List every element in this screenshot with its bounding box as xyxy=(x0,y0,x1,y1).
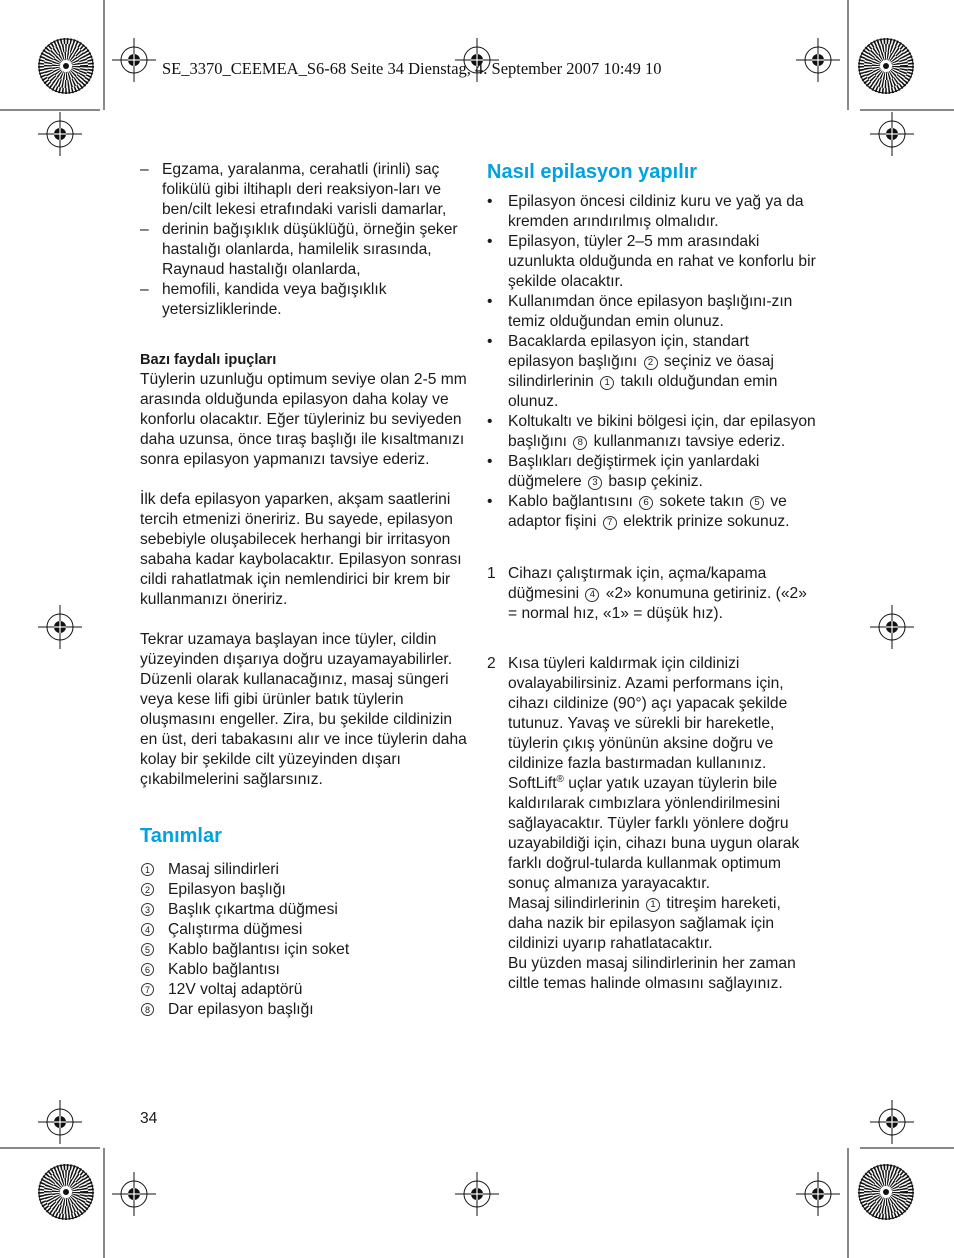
definition-text: 12V voltaj adaptörü xyxy=(168,981,303,998)
step-number: 2 xyxy=(487,655,496,672)
definition-text: Epilasyon başlığı xyxy=(168,881,286,898)
list-item: • Bacaklarda epilasyon için, standart epilasyon başlığını 2 seçiniz ve öasaj silindirlerinin 1 takılı olduğundan emin olunuz. xyxy=(487,332,817,412)
tips-paragraph: Tüylerin uzunluğu optimum seviye olan 2-5 mm arasında olduğunda epilasyon daha kolay ve konforlu olacaktır. Eğer tüyleriniz bu seviyeden daha uzunsa, önce tıraş başlığı ile kısaltmanızı sonra epilasyon yapmanızı tavsiye ederiz. xyxy=(140,371,467,468)
number-circle: 8 xyxy=(141,1003,154,1016)
number-circle: 2 xyxy=(644,356,658,370)
definition-text: Masaj silindirleri xyxy=(168,861,279,878)
number-circle: 1 xyxy=(646,898,660,912)
tips-heading: Bazı faydalı ipuçları xyxy=(140,352,277,368)
list-item: – Egzama, yaralanma, cerahatli (irinli) saç folikülü gibi iltihaplı deri reaksiyon-ları ve ben/cilt lekesi etrafındaki varisli damarlar, xyxy=(140,160,470,220)
definition-item xyxy=(140,860,470,880)
definition-item xyxy=(140,920,470,940)
step-item: 1 Cihazı çalıştırmak için, açma/kapama düğmesini 4 «2» konumuna getiriniz. («2» = normal hız, «1» = düşük hız). xyxy=(487,565,807,622)
number-circle: 1 xyxy=(141,863,154,876)
registered-mark: ® xyxy=(556,773,564,785)
definition-text: Başlık çıkartma düğmesi xyxy=(168,901,338,918)
definition-item xyxy=(140,960,470,980)
number-circle: 5 xyxy=(750,496,764,510)
number-circle: 6 xyxy=(639,496,653,510)
definition-item xyxy=(140,980,470,1000)
number-circle: 1 xyxy=(600,376,614,390)
number-circle: 2 xyxy=(141,883,154,896)
number-circle: 5 xyxy=(141,943,154,956)
list-item: • Epilasyon öncesi cildiniz kuru ve yağ ya da kremden arındırılmış olmalıdır. xyxy=(487,192,817,232)
definitions-heading: Tanımlar xyxy=(140,825,222,847)
number-circle: 8 xyxy=(573,436,587,450)
number-circle: 4 xyxy=(141,923,154,936)
definition-item xyxy=(140,900,470,920)
definition-text: Çalıştırma düğmesi xyxy=(168,921,303,938)
number-circle: 7 xyxy=(603,516,617,530)
right-column xyxy=(487,160,817,994)
definitions-list xyxy=(140,860,470,1020)
number-circle: 3 xyxy=(141,903,154,916)
list-item: – derinin bağışıklık düşüklüğü, örneğin şeker hastalığı olanlarda, hamilelik sırasında, Raynaud hastalığı olanlarda, xyxy=(140,220,470,280)
definition-item xyxy=(140,1000,470,1020)
number-circle: 7 xyxy=(141,983,154,996)
definition-item xyxy=(140,940,470,960)
tips-paragraph: İlk defa epilasyon yaparken, akşam saatlerini tercih etmenizi öneririz. Bu sayede, epilasyon sebebiyle oluşabilecek herhangi bir irritasyon sabaha kadar kaybolacaktır. Epilasyon sonrası cildi rahatlatmak için nemlendirici bir krem bir kullanmanızı öneririz. xyxy=(140,491,462,608)
definition-text: Kablo bağlantısı için soket xyxy=(168,941,350,958)
list-item: • Epilasyon, tüyler 2–5 mm arasındaki uzunlukta olduğunda en rahat ve konforlu bir şekilde olacaktır. xyxy=(487,232,817,292)
definition-text: Dar epilasyon başlığı xyxy=(168,1001,314,1018)
list-item: • Başlıkları değiştirmek için yanlardaki düğmelere 3 basıp çekiniz. xyxy=(487,452,817,492)
page-number: 34 xyxy=(140,1110,158,1127)
section-heading: Nasıl epilasyon yapılır xyxy=(487,161,698,183)
number-circle: 6 xyxy=(141,963,154,976)
definition-item xyxy=(140,880,470,900)
print-slug-header: SE_3370_CEEMEA_S6-68 Seite 34 Dienstag, 4. September 2007 10:49 10 xyxy=(162,59,662,78)
tips-paragraph: Tekrar uzamaya başlayan ince tüyler, cildin yüzeyinden dışarıya doğru uzayamayabilirler. Düzenli olarak kullanacağınız, masaj süngeri veya kese lifi gibi ürünler batık tüylerin oluşmasını engeller. Zira, bu şekilde cildinizin en üst, deri tabakasını alır ve ince tüylerin daha kolay bir şekilde cilt yüzeyinden dışarı çıkabilmelerini sağlarsınız. xyxy=(140,631,467,788)
contraindication-list xyxy=(140,160,470,320)
definition-text: Kablo bağlantısı xyxy=(168,961,280,978)
list-item: • Kablo bağlantısını 6 sokete takın 5 ve adaptor fişini 7 elektrik prinize sokunuz. xyxy=(487,492,817,532)
number-circle: 3 xyxy=(588,476,602,490)
list-item: • Koltukaltı ve bikini bölgesi için, dar epilasyon başlığını 8 kullanmanızı tavsiye ederiz. xyxy=(487,412,817,452)
steps-list xyxy=(487,564,817,994)
preparation-list xyxy=(487,192,817,532)
list-item: • Kullanımdan önce epilasyon başlığını-zın temiz olduğundan emin olunuz. xyxy=(487,292,817,332)
step-number: 1 xyxy=(487,565,496,582)
number-circle: 4 xyxy=(585,588,599,602)
step-item: 2 Kısa tüyleri kaldırmak için cildinizi ovalayabilirsiniz. Azami performans için, cihazı cildinize (90°) açı yapacak şekilde tutunuz. Yavaş ve sürekli bir hareketle, tüylerin çıkış yönünün aksine doğru ve cildinize fazla bastırmadan kullanınız. SoftLift® uçlar yatık uzayan tüylerin bile kaldırılarak cımbızlara yönlendirilmesini sağlayacaktır. Tüyler farklı yönlere doğru uzayabildiği için, cihazı buna uygun olarak farklı doğrul-tularda kullanmak optimum sonuç almanıza yarayacaktır. Masaj silindirlerinin 1 titreşim hareketi, daha nazik bir epilasyon sağlamak için cildinizi uyarıp rahatlatacaktır. Bu yüzden masaj silindirlerinin her zaman ciltle temas halinde olmasını sağlayınız. xyxy=(487,655,800,992)
left-column xyxy=(140,160,470,1020)
list-item: – hemofili, kandida veya bağışıklık yetersizliklerinde. xyxy=(140,280,470,320)
